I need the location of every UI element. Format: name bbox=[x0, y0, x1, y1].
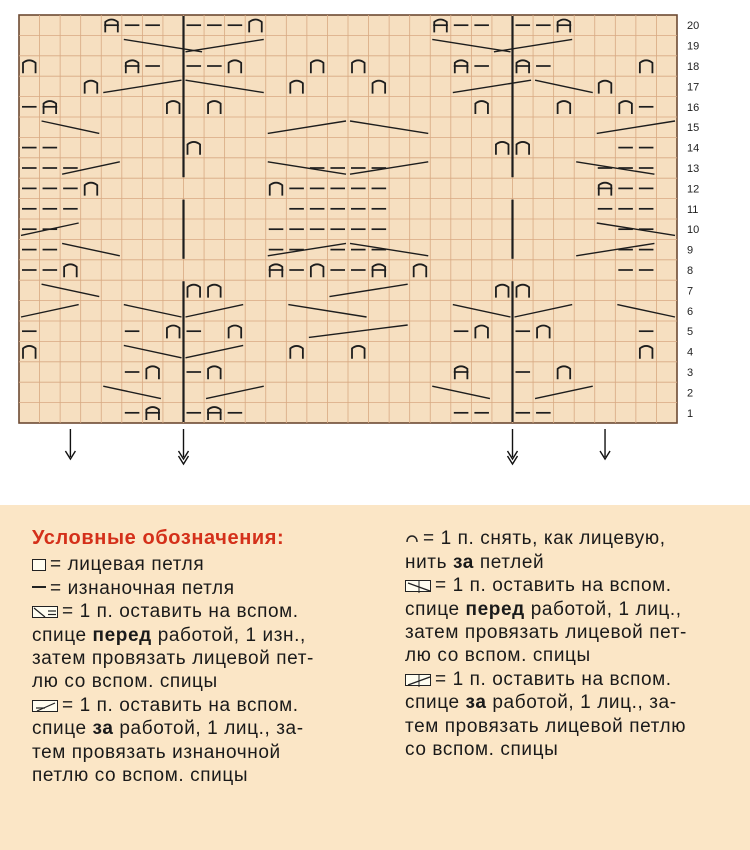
row-number-label: 17 bbox=[687, 81, 700, 94]
legend-panel bbox=[0, 505, 750, 850]
row-number-label: 3 bbox=[687, 367, 694, 379]
cross-back-knit-icon bbox=[405, 674, 431, 686]
row-number-label: 8 bbox=[687, 265, 694, 277]
row-number-label: 1 bbox=[687, 407, 694, 420]
row-number-label: 19 bbox=[687, 40, 700, 53]
legend-knit: = лицевая петля bbox=[32, 553, 372, 576]
legend-cross-back-knit: = 1 п. оставить на вспом. спице за работой, 1 лиц., за- тем провязать лицевой петлю со вспом. спицы bbox=[405, 668, 687, 760]
legend-right-column bbox=[405, 527, 745, 761]
legend-cross-front-purl: = 1 п. оставить на вспом. спице перед работой, 1 изн., затем провязать лицевой пет- лю со вспом. спицы bbox=[32, 601, 314, 693]
legend-left-column bbox=[32, 527, 372, 787]
row-number-label: 2 bbox=[687, 387, 694, 400]
legend-purl: = изнаночная петля bbox=[32, 577, 372, 600]
row-number-label: 15 bbox=[687, 122, 700, 135]
row-number-label: 20 bbox=[687, 20, 700, 33]
row-number-label: 11 bbox=[687, 203, 699, 216]
row-number-label: 12 bbox=[687, 183, 700, 196]
row-number-label: 7 bbox=[687, 285, 694, 298]
row-number-label: 10 bbox=[687, 224, 700, 237]
row-number-label: 9 bbox=[687, 244, 694, 257]
cross-front-purl-icon bbox=[32, 606, 58, 618]
legend-slip: = 1 п. снять, как лицевую, нить за петлей bbox=[405, 528, 666, 573]
cross-back-purl-icon bbox=[32, 700, 58, 712]
legend-title: Условные обозначения: bbox=[32, 527, 285, 549]
slip-stitch-icon bbox=[405, 527, 419, 550]
row-number-label: 14 bbox=[687, 142, 700, 155]
row-number-label: 13 bbox=[687, 163, 700, 175]
row-number-label: 4 bbox=[687, 346, 694, 359]
row-number-label: 16 bbox=[687, 101, 700, 114]
purl-stitch-icon bbox=[32, 586, 46, 588]
legend-cross-front-knit: = 1 п. оставить на вспом. спице перед работой, 1 лиц., затем провязать лицевой пет- лю со вспом. спицы bbox=[405, 575, 687, 667]
row-number-label: 18 bbox=[687, 61, 700, 73]
legend-cross-back-purl: = 1 п. оставить на вспом. спице за работой, 1 лиц., за- тем провязать изнаночной петлю со вспом. спицы bbox=[32, 694, 304, 787]
cross-front-knit-icon bbox=[405, 580, 431, 592]
row-number-label: 5 bbox=[687, 326, 694, 339]
row-number-label: 6 bbox=[687, 305, 694, 318]
knit-stitch-icon bbox=[32, 559, 46, 571]
